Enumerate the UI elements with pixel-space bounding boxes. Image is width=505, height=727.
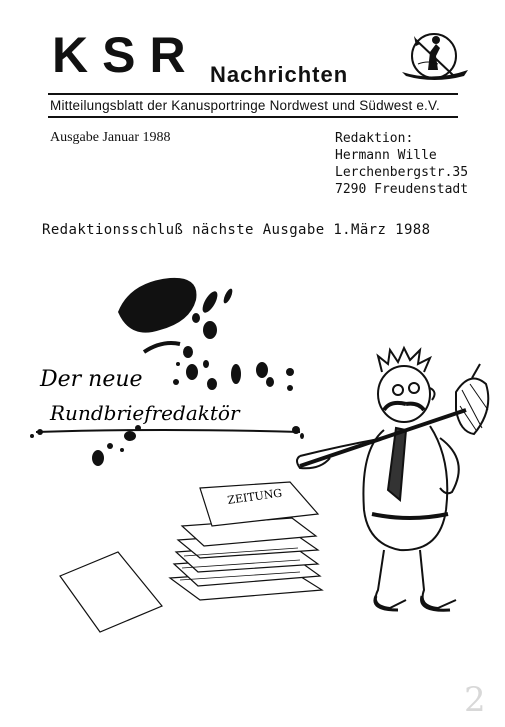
page-number: 2 [464, 680, 486, 720]
editor-city: 7290 Freudenstadt [335, 182, 469, 197]
editor-name: Hermann Wille [335, 148, 437, 163]
editor-label: Redaktion: [335, 131, 414, 146]
header-rule-top [48, 93, 458, 95]
issue-date: Ausgabe Januar 1988 [50, 130, 171, 145]
deadline-notice: Redaktionsschluß nächste Ausgabe 1.März 1988 [42, 222, 431, 238]
ink-blob [118, 278, 196, 333]
man-figure [297, 348, 459, 610]
header-rule-bottom [48, 116, 458, 118]
newsletter-title: Nachrichten [210, 62, 349, 87]
canoe-logo-icon [398, 30, 470, 88]
caption-line2: Rundbriefredaktör [50, 401, 240, 425]
editor-address [335, 130, 468, 198]
paper-label: ZEITUNG [226, 486, 283, 507]
loose-paper [60, 552, 162, 632]
newsletter-subtitle: Mitteilungsblatt der Kanusportringe Nordwest und Südwest e.V. [50, 98, 440, 113]
cartoon-illustration [0, 260, 505, 727]
caption-line1: Der neue [40, 367, 143, 392]
logo-text: KSR [52, 27, 200, 83]
editor-street: Lerchenbergstr.35 [335, 165, 469, 180]
